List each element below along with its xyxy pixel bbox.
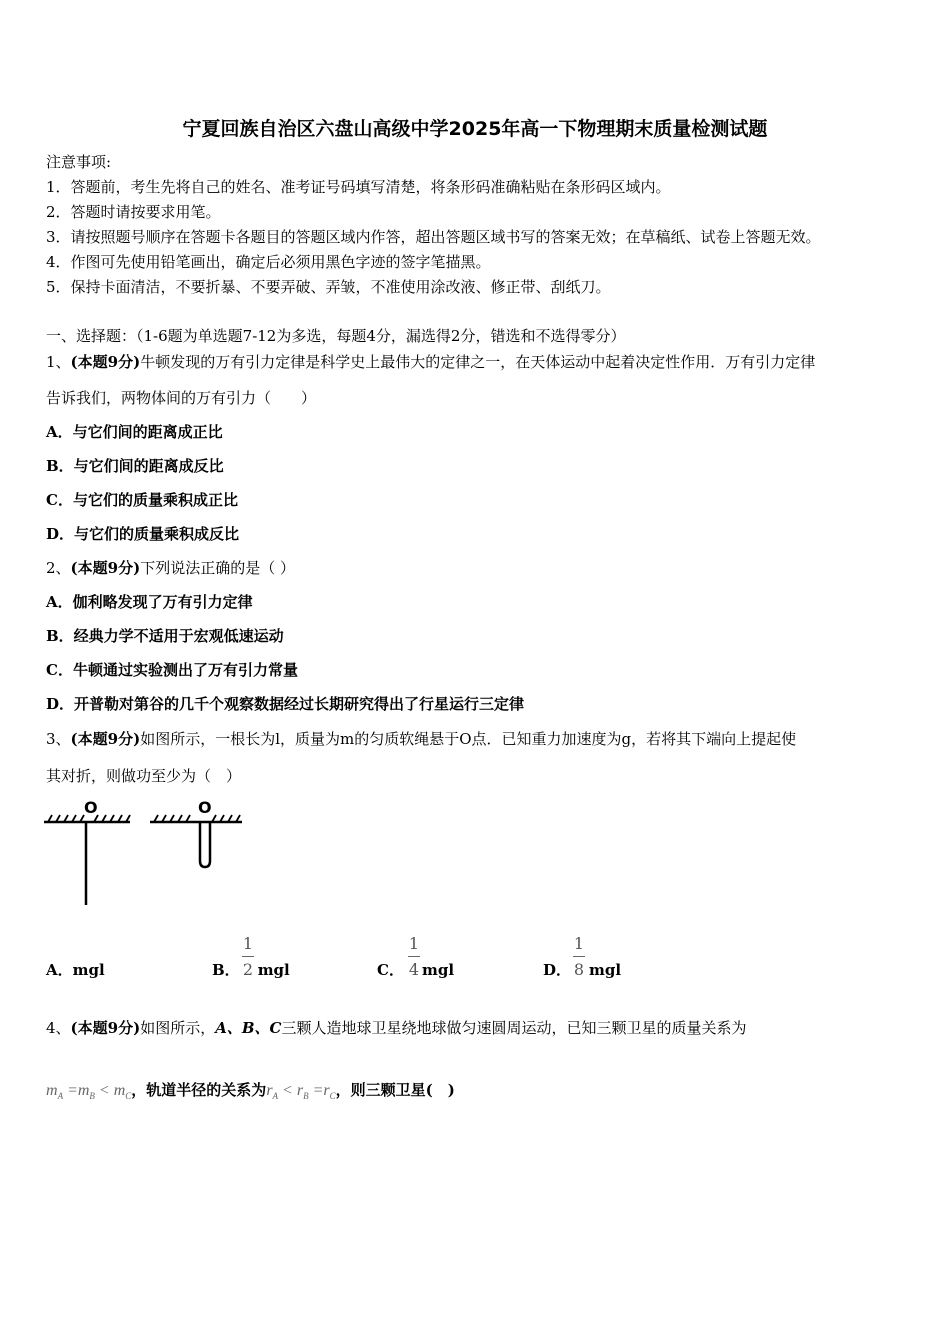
question-4-mid-text: ，轨道半径的关系为 — [131, 1081, 267, 1099]
question-2-option-c: C．牛顿通过实验测出了万有引力常量 — [46, 661, 298, 679]
radius-relation: $r_A < r_B =r_C$ — [266, 1082, 336, 1102]
question-4-relations — [46, 1078, 455, 1108]
point-o-label-right: O — [198, 798, 212, 817]
question-1-stem-cont: 告诉我们，两物体间的万有引力（ ） — [46, 389, 317, 407]
notice-item-5: 5．保持卡面清洁，不要折暴、不要弄破、弄皱，不准使用涂改液、修正带、刮纸刀。 — [46, 278, 611, 296]
question-4-satellites: A、B、C — [215, 1019, 282, 1037]
page-title: 宁夏回族自治区六盘山高级中学2025年高一下物理期末质量检测试题 — [182, 118, 768, 140]
option-c-fraction-den: 4 — [408, 960, 420, 979]
question-1-option-d: D．与它们的质量乘积成反比 — [46, 525, 240, 543]
rope-figure — [42, 795, 247, 910]
notice-item-1: 1．答题前，考生先将自己的姓名、准考证号码填写清楚，将条形码准确粘贴在条形码区域内。 — [46, 178, 671, 196]
point-o-label-left: O — [84, 798, 98, 817]
notice-item-4: 4．作图可先使用铅笔画出，确定后必须用黑色字迹的签字笔描黑。 — [46, 253, 491, 271]
option-b-fraction-num: 1 — [242, 934, 254, 953]
option-d-letter: D． — [543, 961, 572, 979]
question-3-stem-cont: 其对折，则做功至少为（ ） — [46, 767, 242, 785]
rope-folded — [200, 822, 210, 867]
notice-heading: 注意事项: — [46, 153, 112, 171]
question-3-text: 如图所示，一根长为l，质量为m的匀质软绳悬于O点．已知重力加速度为g，若将其下端向上提起使 — [140, 730, 797, 748]
notice-item-3: 3．请按照题号顺序在答题卡各题目的答题区域内作答，超出答题区域书写的答案无效；在草稿纸、试卷上答题无效。 — [46, 228, 821, 246]
option-d-value: mgl — [589, 961, 622, 979]
question-1-option-b: B．与它们间的距离成反比 — [46, 457, 224, 475]
question-2-score: (本题9分) — [70, 559, 141, 577]
question-2-stem — [46, 558, 295, 578]
question-4-text-b: 三颗人造地球卫星绕地球做匀速圆周运动，已知三颗卫星的质量关系为 — [281, 1019, 747, 1037]
question-1-stem — [46, 352, 815, 372]
question-2-text: 下列说法正确的是（ ） — [140, 559, 295, 577]
question-1-text: 牛顿发现的万有引力定律是科学史上最伟大的定律之一，在天体运动中起着决定性作用．万有引力定律 — [140, 353, 816, 371]
question-1-number: 1、 — [46, 353, 71, 371]
question-3-number: 3、 — [46, 730, 71, 748]
question-4-text-a: 如图所示， — [140, 1019, 216, 1037]
question-2-option-d: D．开普勒对第谷的几千个观察数据经过长期研究得出了行星运行三定律 — [46, 695, 525, 713]
option-a-value: mgl — [72, 961, 105, 979]
option-c-fraction-bar — [408, 956, 420, 957]
question-1-option-c: C．与它们的质量乘积成正比 — [46, 491, 238, 509]
option-d-fraction-bar — [573, 956, 585, 957]
question-4-stem — [46, 1018, 746, 1038]
question-4-number: 4、 — [46, 1019, 71, 1037]
question-4-end-text: ，则三颗卫星( ) — [335, 1081, 455, 1099]
option-b-value: mgl — [257, 961, 290, 979]
question-2-number: 2、 — [46, 559, 71, 577]
question-3-stem — [46, 729, 796, 749]
notice-item-2: 2．答题时请按要求用笔。 — [46, 203, 221, 221]
option-c-fraction-num: 1 — [408, 934, 420, 953]
option-c-letter: C． — [377, 961, 404, 979]
option-a-letter: A． — [46, 961, 73, 979]
question-1-option-a: A．与它们间的距离成正比 — [46, 423, 223, 441]
question-3-score: (本题9分) — [70, 730, 141, 748]
question-1-score: (本题9分) — [70, 353, 141, 371]
option-d-fraction-den: 8 — [573, 960, 585, 979]
question-2-option-a: A．伽利略发现了万有引力定律 — [46, 593, 253, 611]
question-3-option-a — [46, 960, 105, 980]
option-b-letter: B． — [212, 961, 240, 979]
mass-relation: $m_A =m_B < m_C$ — [46, 1082, 132, 1102]
option-b-fraction-bar — [242, 956, 254, 957]
section-heading: 一、选择题：（1-6题为单选题7-12为多选，每题4分，漏选得2分，错选和不选得零分） — [46, 327, 626, 345]
ceiling-right — [150, 815, 242, 822]
option-c-value: mgl — [421, 961, 455, 979]
option-b-fraction-den: 2 — [242, 960, 254, 979]
question-2-option-b: B．经典力学不适用于宏观低速运动 — [46, 627, 284, 645]
question-4-score: (本题9分) — [70, 1019, 141, 1037]
option-d-fraction-num: 1 — [573, 934, 585, 953]
